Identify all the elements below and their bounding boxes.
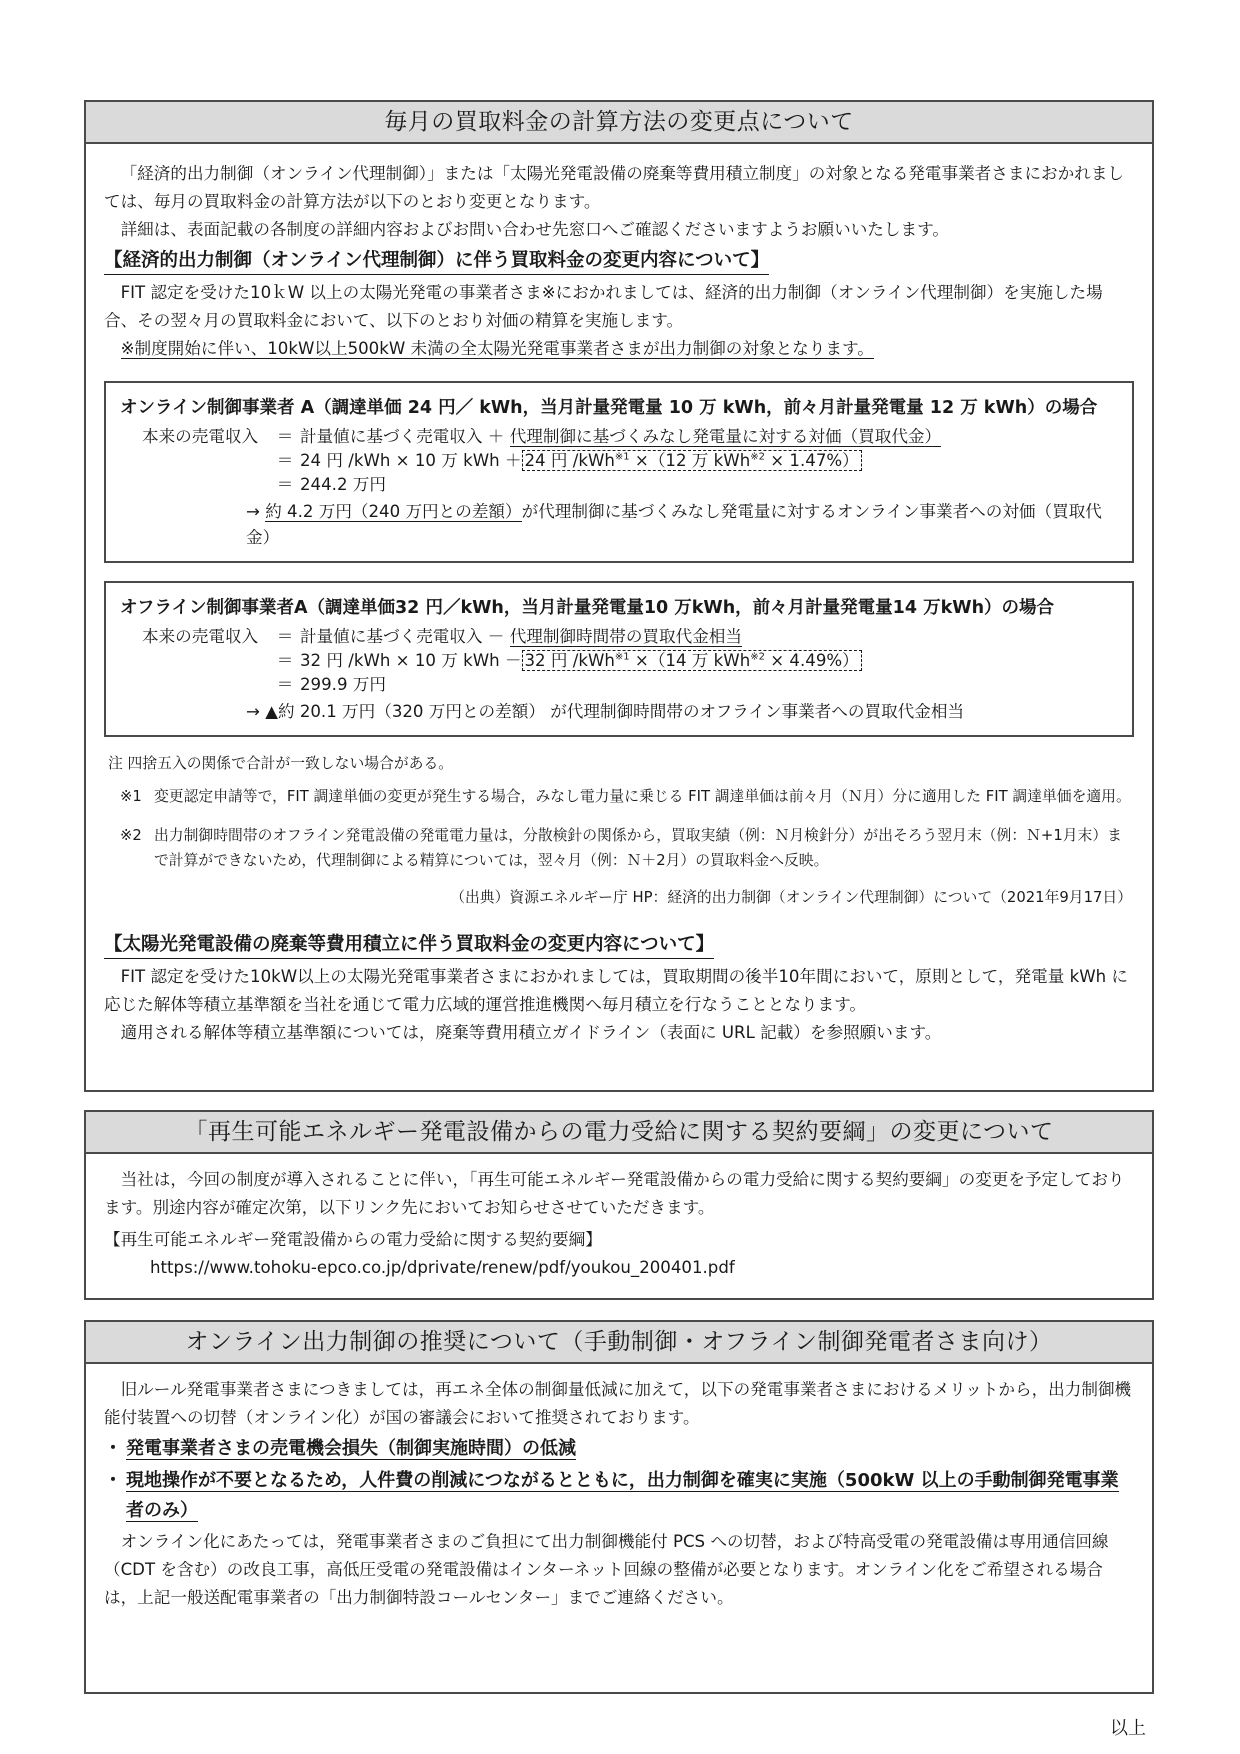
calc-unit-price: 32 円 /kWh [524,651,615,670]
equals-sign: ＝ [276,451,294,470]
target-note: ※制度開始に伴い、10kW以上500kW 未満の全太陽光発電事業者さまが出力制御の対象となります。 [120,339,874,358]
online-switch-paragraph: オンライン化にあたっては，発電事業者さまのご負担にて出力制御機能付 PCS への切替，および特高受電の発電設備は専用通信回線（CDT を含む）の改良工事，高低圧受電の発電設備はインターネット回線の整備が必要となります。オンライン化をご希望される場合は，上記一般送配電事業者の「出力制御特設コールセンター」までご連絡ください。 [104,1532,1109,1607]
online-control-paragraph: FIT 認定を受けた10ｋW 以上の太陽光発電の事業者さま※におかれましては、経済的出力制御（オンライン代理制御）を実施した場合、その翌々月の買取料金において、以下のとおり対価の精算を実施します。 [104,283,1103,330]
note-rounding: 注 四捨五入の関係で合計が一致しない場合がある。 [108,755,454,772]
subsection-heading-online-control: 【経済的出力制御（オンライン代理制御）に伴う買取料金の変更内容について】 [104,248,769,275]
calc-energy: ×（12 万 kWh [634,451,751,470]
arrow-icon: → [246,702,260,721]
calc-term: 計量値に基づく売電収入 － [300,627,505,646]
calc-label: 本来の売電収入 [142,427,259,446]
calc-rate: × 1.47%） [770,451,859,470]
conclusion-text: ▲約 20.1 万円（320 万円との差額） が代理制御時間帯のオフライン事業者への買取代金相当 [265,702,965,721]
bullet-icon: ・ [104,1438,122,1459]
equals-sign: ＝ [276,627,294,646]
note-1: 変更認定申請等で，FIT 調達単価の変更が発生する場合，みなし電力量に乗じる FIT 調達単価は前々月（Ｎ月）分に適用した FIT 調達単価を適用。 [154,788,1131,805]
disposal-paragraph-2: 適用される解体等積立基準額については，廃棄等費用積立ガイドライン（表面に URL 記載）を参照願います。 [120,1023,942,1042]
merit-text: 現地操作が不要となるため，人件費の削減につながるとともに，出力制御を確実に実施（500kW 以上の手動制御発電事業者のみ） [126,1470,1119,1521]
conclusion-amount: 約 4.2 万円（240 万円との差額） [265,502,522,521]
footnote-ref-1: ※1 [614,451,630,463]
subsection-heading-disposal-reserve: 【太陽光発電設備の廃棄等費用積立に伴う買取料金の変更内容について】 [104,932,714,959]
calc-unit-price: 24 円 /kWh [524,451,615,470]
section-title: 毎月の買取料金の計算方法の変更点について [86,102,1152,144]
contract-link-heading: 【再生可能エネルギー発電設備からの電力受給に関する契約要綱】 [104,1230,602,1249]
bullet-icon: ・ [104,1470,122,1491]
arrow-icon: → [246,502,260,521]
calc-label: 本来の売電収入 [142,627,259,646]
equals-sign: ＝ [276,427,294,446]
section-title: オンライン出力制御の推奨について（手動制御・オフライン制御発電者さま向け） [86,1322,1152,1364]
intro-paragraph-2: 詳細は、表面記載の各制度の詳細内容およびお問い合わせ先窓口へご確認くださいますようお願いいたします。 [120,220,949,239]
calc-energy: ×（14 万 kWh [634,651,751,670]
calc-term: 24 円 /kWh × 10 万 kWh ＋ [300,451,522,470]
closing-mark: 以上 [1110,1718,1146,1739]
merit-text: 発電事業者さまの売電機会損失（制御実施時間）の低減 [126,1438,576,1459]
source-citation: （出典）資源エネルギー庁 HP：経済的出力制御（オンライン代理制御）について（2021年9月17日） [450,889,1132,906]
calc-term-underlined: 代理制御に基づくみなし発電量に対する対価（買取代金） [509,427,942,446]
note-2: 出力制御時間帯のオフライン発電設備の発電電力量は，分散検針の関係から，買取実績（例：Ｎ月検針分）が出そろう翌月末（例：Ｎ+1月末）まで計算ができないため，代理制御による精算については，翌々月（例：Ｎ＋2月）の買取料金へ反映。 [154,827,1122,869]
equals-sign: ＝ [276,675,294,694]
calc-rate: × 4.49%） [770,651,859,670]
intro-paragraph: 「経済的出力制御（オンライン代理制御）」または「太陽光発電設備の廃棄等費用積立制度」の対象となる発電事業者さまにおかれましては、毎月の買取料金の計算方法が以下のとおり変更となります。 [104,164,1125,211]
section-buyback-calculation [84,100,1154,1092]
recommendation-paragraph: 旧ルール発電事業者さまにつきましては，再エネ全体の制御量低減に加えて，以下の発電事業者さまにおけるメリットから，出力制御機能付装置への切替（オンライン化）が国の審議会において推奨されております。 [104,1380,1132,1427]
footnote-ref-2: ※2 [750,651,765,663]
contract-paragraph: 当社は，今回の制度が導入されることに伴い，「再生可能エネルギー発電設備からの電力受給に関する契約要綱」の変更を予定しております。別途内容が確定次第，以下リンク先においてお知らせさせていただきます。 [104,1170,1125,1217]
section-contract-terms [84,1110,1154,1300]
calc-result: 244.2 万円 [300,475,386,494]
calc-result: 299.9 万円 [300,675,386,694]
section-title: 「再生可能エネルギー発電設備からの電力受給に関する契約要綱」の変更について [86,1112,1152,1154]
online-example-box [104,381,1134,563]
disposal-paragraph: FIT 認定を受けた10kW以上の太陽光発電事業者さまにおかれましては，買取期間の後半10年間において，原則として，発電量 kWh に応じた解体等積立基準額を当社を通じて電力広域的運営推進機関へ毎月積立を行なうこととなります。 [104,967,1128,1014]
section-online-recommendation [84,1320,1154,1694]
equals-sign: ＝ [276,651,294,670]
conclusion-text: が代理制御に基づくみなし発電量に対するオンライン事業者への対価（買取代金） [246,502,1102,547]
footnote-ref-2: ※2 [750,451,765,463]
note-mark: ※2 [120,827,142,844]
note-mark: ※1 [120,788,142,805]
footnote-ref-1: ※1 [614,651,630,663]
online-example-title: オンライン制御事業者 A（調達単価 24 円／ kWh，当月計量発電量 10 万 kWh，前々月計量発電量 12 万 kWh）の場合 [120,398,1098,418]
equals-sign: ＝ [276,475,294,494]
merit-item [104,1466,1134,1526]
calc-term: 32 円 /kWh × 10 万 kWh － [300,651,522,670]
offline-example-box [104,581,1134,737]
contract-url-link[interactable]: https://www.tohoku-epco.co.jp/dprivate/renew/pdf/youkou_200401.pdf [150,1258,735,1277]
merit-item [104,1434,1134,1464]
calc-term-underlined: 代理制御時間帯の買取代金相当 [509,627,742,646]
calc-term: 計量値に基づく売電収入 ＋ [300,427,505,446]
offline-example-title: オフライン制御事業者A（調達単価32 円／kWh，当月計量発電量10 万kWh，前々月計量発電量14 万kWh）の場合 [120,598,1055,618]
